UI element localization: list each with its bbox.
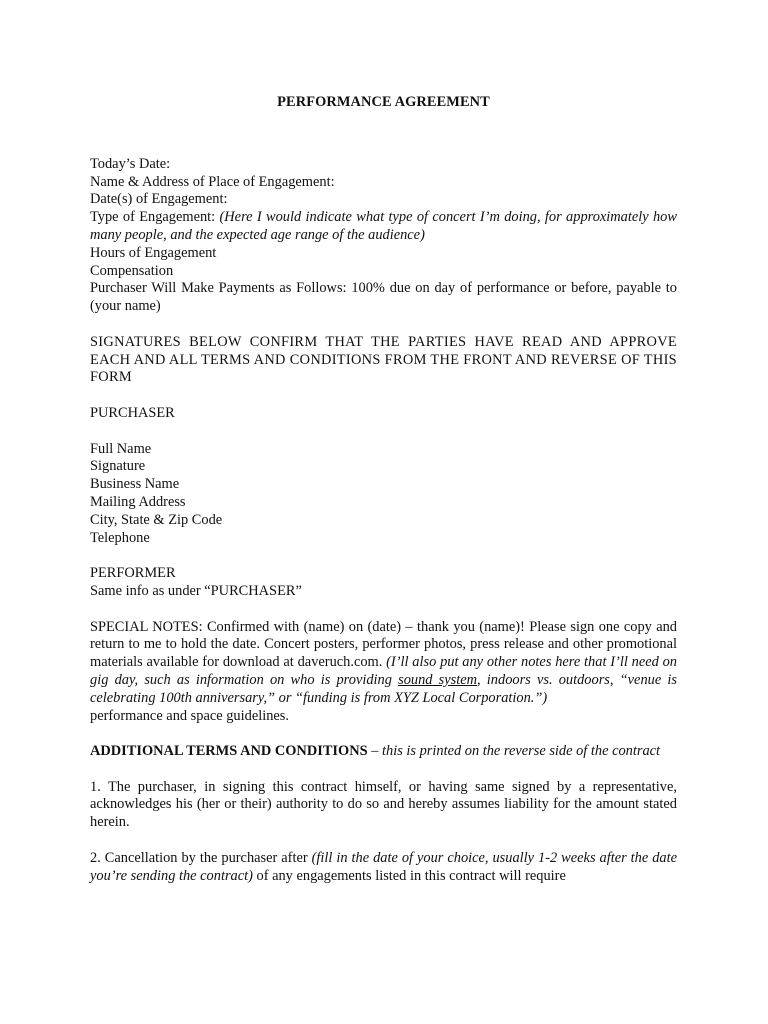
purchaser-mailing-address: Mailing Address [90,493,186,510]
clause-2-start: 2. Cancellation by the purchaser after [90,849,312,866]
special-notes-italic-1: (I’ll also put any other notes here that I’ll need on gig day, such as information on who is providing [90,654,677,688]
special-notes-italic-2: , indoors vs. outdoors, “venue is celebrating 100th anniversary,” or “funding is from XYZ Local Corporation.”) [90,671,677,706]
additional-terms-note: this is printed on the reverse side of the contract [382,743,661,760]
special-notes-text: SPECIAL NOTES: Confirmed with (name) on (date) – thank you (name)! Please sign one copy and return to me to hold the date. Concert posters, performer photos, press release and other promotional materials available for download at daveruch.com. [90,618,677,671]
special-notes-trailing: performance and space guidelines. [90,707,289,724]
special-notes [90,619,677,708]
purchaser-fields [90,441,677,548]
purchaser-heading: PURCHASER [90,404,175,421]
purchaser-telephone: Telephone [90,529,150,546]
todays-date-field: Today’s Date: [90,155,171,172]
purchaser-city-state-zip: City, State & Zip Code [90,511,223,528]
additional-terms-title: ADDITIONAL TERMS AND CONDITIONS [90,743,368,760]
performer-note: Same info as under “PURCHASER” [90,582,302,599]
clause-2 [90,850,677,886]
additional-terms-dash: – [367,743,382,760]
type-of-engagement-field [90,209,677,245]
document-title: PERFORMANCE AGREEMENT [277,94,490,110]
clause-1: 1. The purchaser, in signing this contract himself, or having same signed by a representative, acknowledges his (her or their) authority to do so and hereby assumes liability for the amount stated herein. [90,778,677,831]
performer-heading: PERFORMER [90,565,176,582]
purchaser-signature: Signature [90,458,146,475]
clause-2-end: of any engagements listed in this contract will require [252,867,566,884]
dates-of-engagement-field: Date(s) of Engagement: [90,191,228,208]
purchaser-full-name: Full Name [90,440,152,457]
type-of-engagement-label: Type of Engagement: [90,209,220,226]
document-page [90,94,677,885]
signatures-notice: SIGNATURES BELOW CONFIRM THAT THE PARTIES HAVE READ AND APPROVE EACH AND ALL TERMS AND CONDITIONS FROM THE FRONT AND REVERSE OF THIS FORM [90,333,677,386]
engagement-details [90,156,677,316]
clause-2-italic: (fill in the date of your choice, usually 1-2 weeks after the date you’re sending the contract) [90,849,677,884]
sound-system-underlined: sound system [398,671,478,688]
hours-of-engagement-field: Hours of Engagement [90,244,217,261]
additional-terms-heading [90,743,677,761]
purchaser-business-name: Business Name [90,476,180,493]
payment-terms: Purchaser Will Make Payments as Follows: 100% due on day of performance or before, payable to (your name) [90,280,677,315]
compensation-field: Compensation [90,262,174,279]
place-of-engagement-field: Name & Address of Place of Engagement: [90,173,335,190]
type-of-engagement-note: (Here I would indicate what type of concert I’m doing, for approximately how many people, and the expected age range of the audience) [90,209,677,243]
